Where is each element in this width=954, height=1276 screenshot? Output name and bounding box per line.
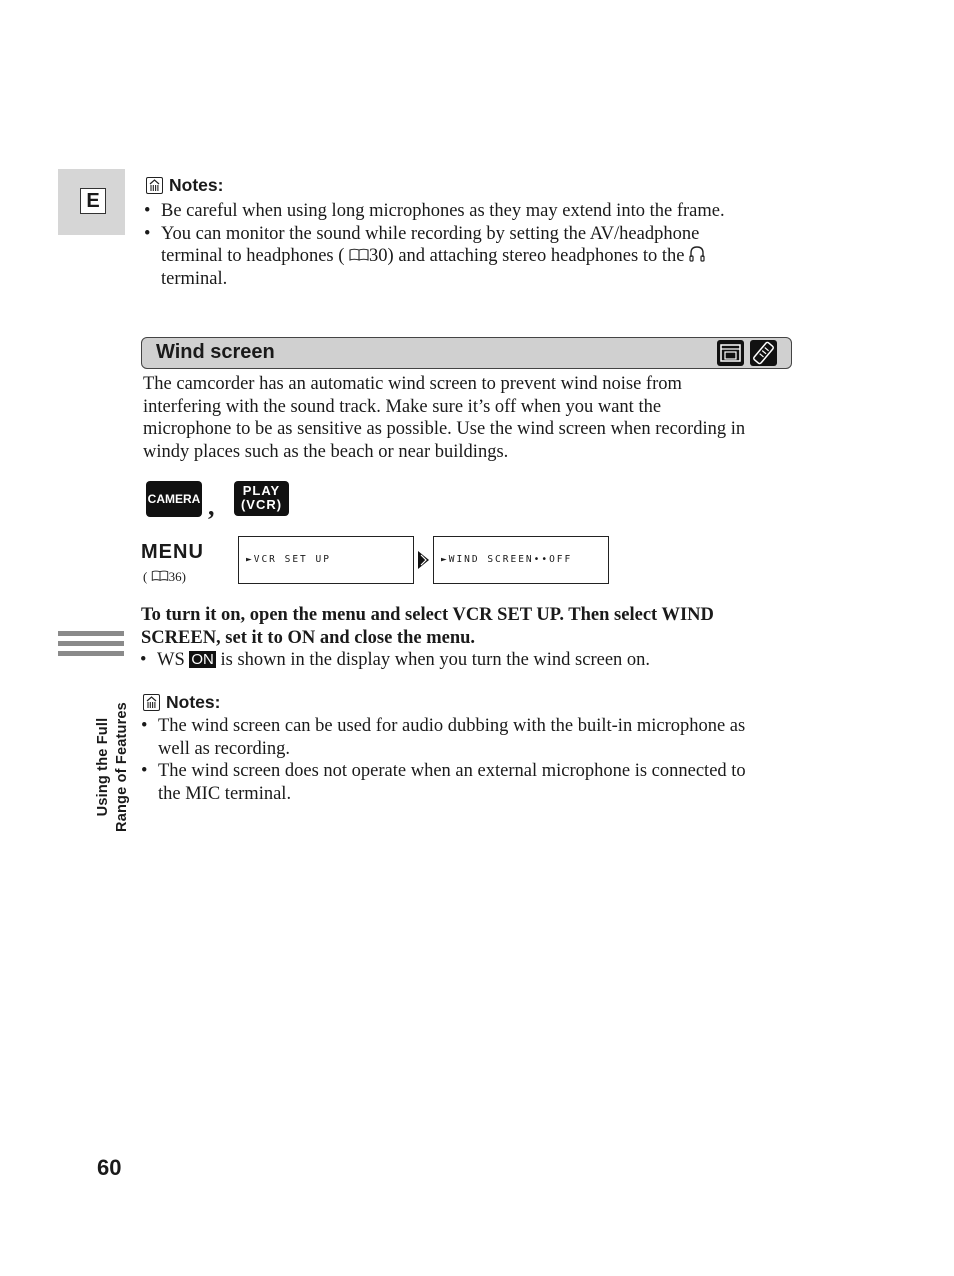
page-number: 60 <box>97 1155 122 1180</box>
intro-line: interfering with the sound track. Make sure it’s off when you want the <box>143 396 662 417</box>
notes-list-2 <box>139 715 799 805</box>
menu-screen-text: ►WIND SCREEN••OFF <box>441 554 573 565</box>
note-text: terminal to headphones ( <box>161 246 345 266</box>
note-icon <box>143 694 160 711</box>
book-ref-icon <box>349 248 369 262</box>
ws-label: WS <box>157 650 185 670</box>
menu-page-ref <box>143 569 186 585</box>
note-icon <box>146 177 163 194</box>
note-item <box>142 200 782 223</box>
note-text: well as recording. <box>158 738 291 759</box>
camera-mode-badge: CAMERA <box>146 481 202 517</box>
menu-ref-page: 36) <box>168 569 186 584</box>
vcr-label: (VCR) <box>240 497 283 512</box>
book-ref-icon <box>151 570 169 582</box>
instruction-line: To turn it on, open the menu and select VCR SET UP. Then select WIND <box>141 605 714 625</box>
cassette-mode-icon <box>717 340 744 366</box>
language-letter: E <box>80 188 106 214</box>
section-title: Wind screen <box>156 341 275 363</box>
menu-screen-vcr-setup <box>238 536 414 584</box>
notes-list-1 <box>142 200 782 290</box>
chapter-bar-2 <box>58 641 124 646</box>
mode-separator: , <box>208 492 215 521</box>
note-item <box>139 715 799 760</box>
notes-title: Notes: <box>169 175 224 195</box>
chapter-label <box>94 692 132 842</box>
headphones-icon <box>689 245 705 263</box>
note-text: The wind screen can be used for audio dubbing with the built-in microphone as <box>158 716 746 736</box>
indicator-text: is shown in the display when you turn the wind screen on. <box>220 650 651 670</box>
chapter-label-line1: Using the Full <box>95 717 111 817</box>
notes-heading-2 <box>143 692 220 713</box>
arrow-right-icon <box>416 550 432 570</box>
note-text: You can monitor the sound while recording by setting the AV/headphone <box>161 223 700 244</box>
instruction-text <box>141 604 801 649</box>
notes-heading-1 <box>146 175 223 196</box>
note-text: The wind screen does not operate when an external microphone is connected to <box>158 761 746 781</box>
note-item <box>142 223 782 291</box>
menu-ref-open: ( <box>143 569 148 584</box>
display-indicator-note <box>138 649 817 672</box>
section-intro <box>143 373 803 463</box>
intro-line: windy places such as the beach or near buildings. <box>143 441 509 462</box>
note-text: terminal. <box>161 268 228 289</box>
note-item <box>139 760 799 805</box>
note-text: Be careful when using long microphones as they may extend into the frame. <box>161 201 725 221</box>
chapter-bar-1 <box>58 631 124 636</box>
on-badge: ON <box>191 651 214 668</box>
intro-line: The camcorder has an automatic wind screen to prevent wind noise from <box>143 374 682 394</box>
note-text: the MIC terminal. <box>158 783 292 804</box>
menu-label: MENU <box>141 541 204 563</box>
notes-title: Notes: <box>166 692 221 712</box>
play-vcr-mode-badge <box>234 481 289 516</box>
play-label: PLAY <box>242 483 281 498</box>
intro-line: microphone to be as sensitive as possible. Use the wind screen when recording in <box>143 419 746 439</box>
chapter-label-line2: Range of Features <box>114 702 130 832</box>
instruction-line: SCREEN, set it to ON and close the menu. <box>141 627 476 648</box>
menu-screen-text: ►VCR SET UP <box>246 554 331 565</box>
note-text: 30) and attaching stereo headphones to the <box>369 246 685 266</box>
menu-screen-wind-screen <box>433 536 609 584</box>
chapter-bar-3 <box>58 651 124 656</box>
remote-control-icon <box>750 340 777 366</box>
